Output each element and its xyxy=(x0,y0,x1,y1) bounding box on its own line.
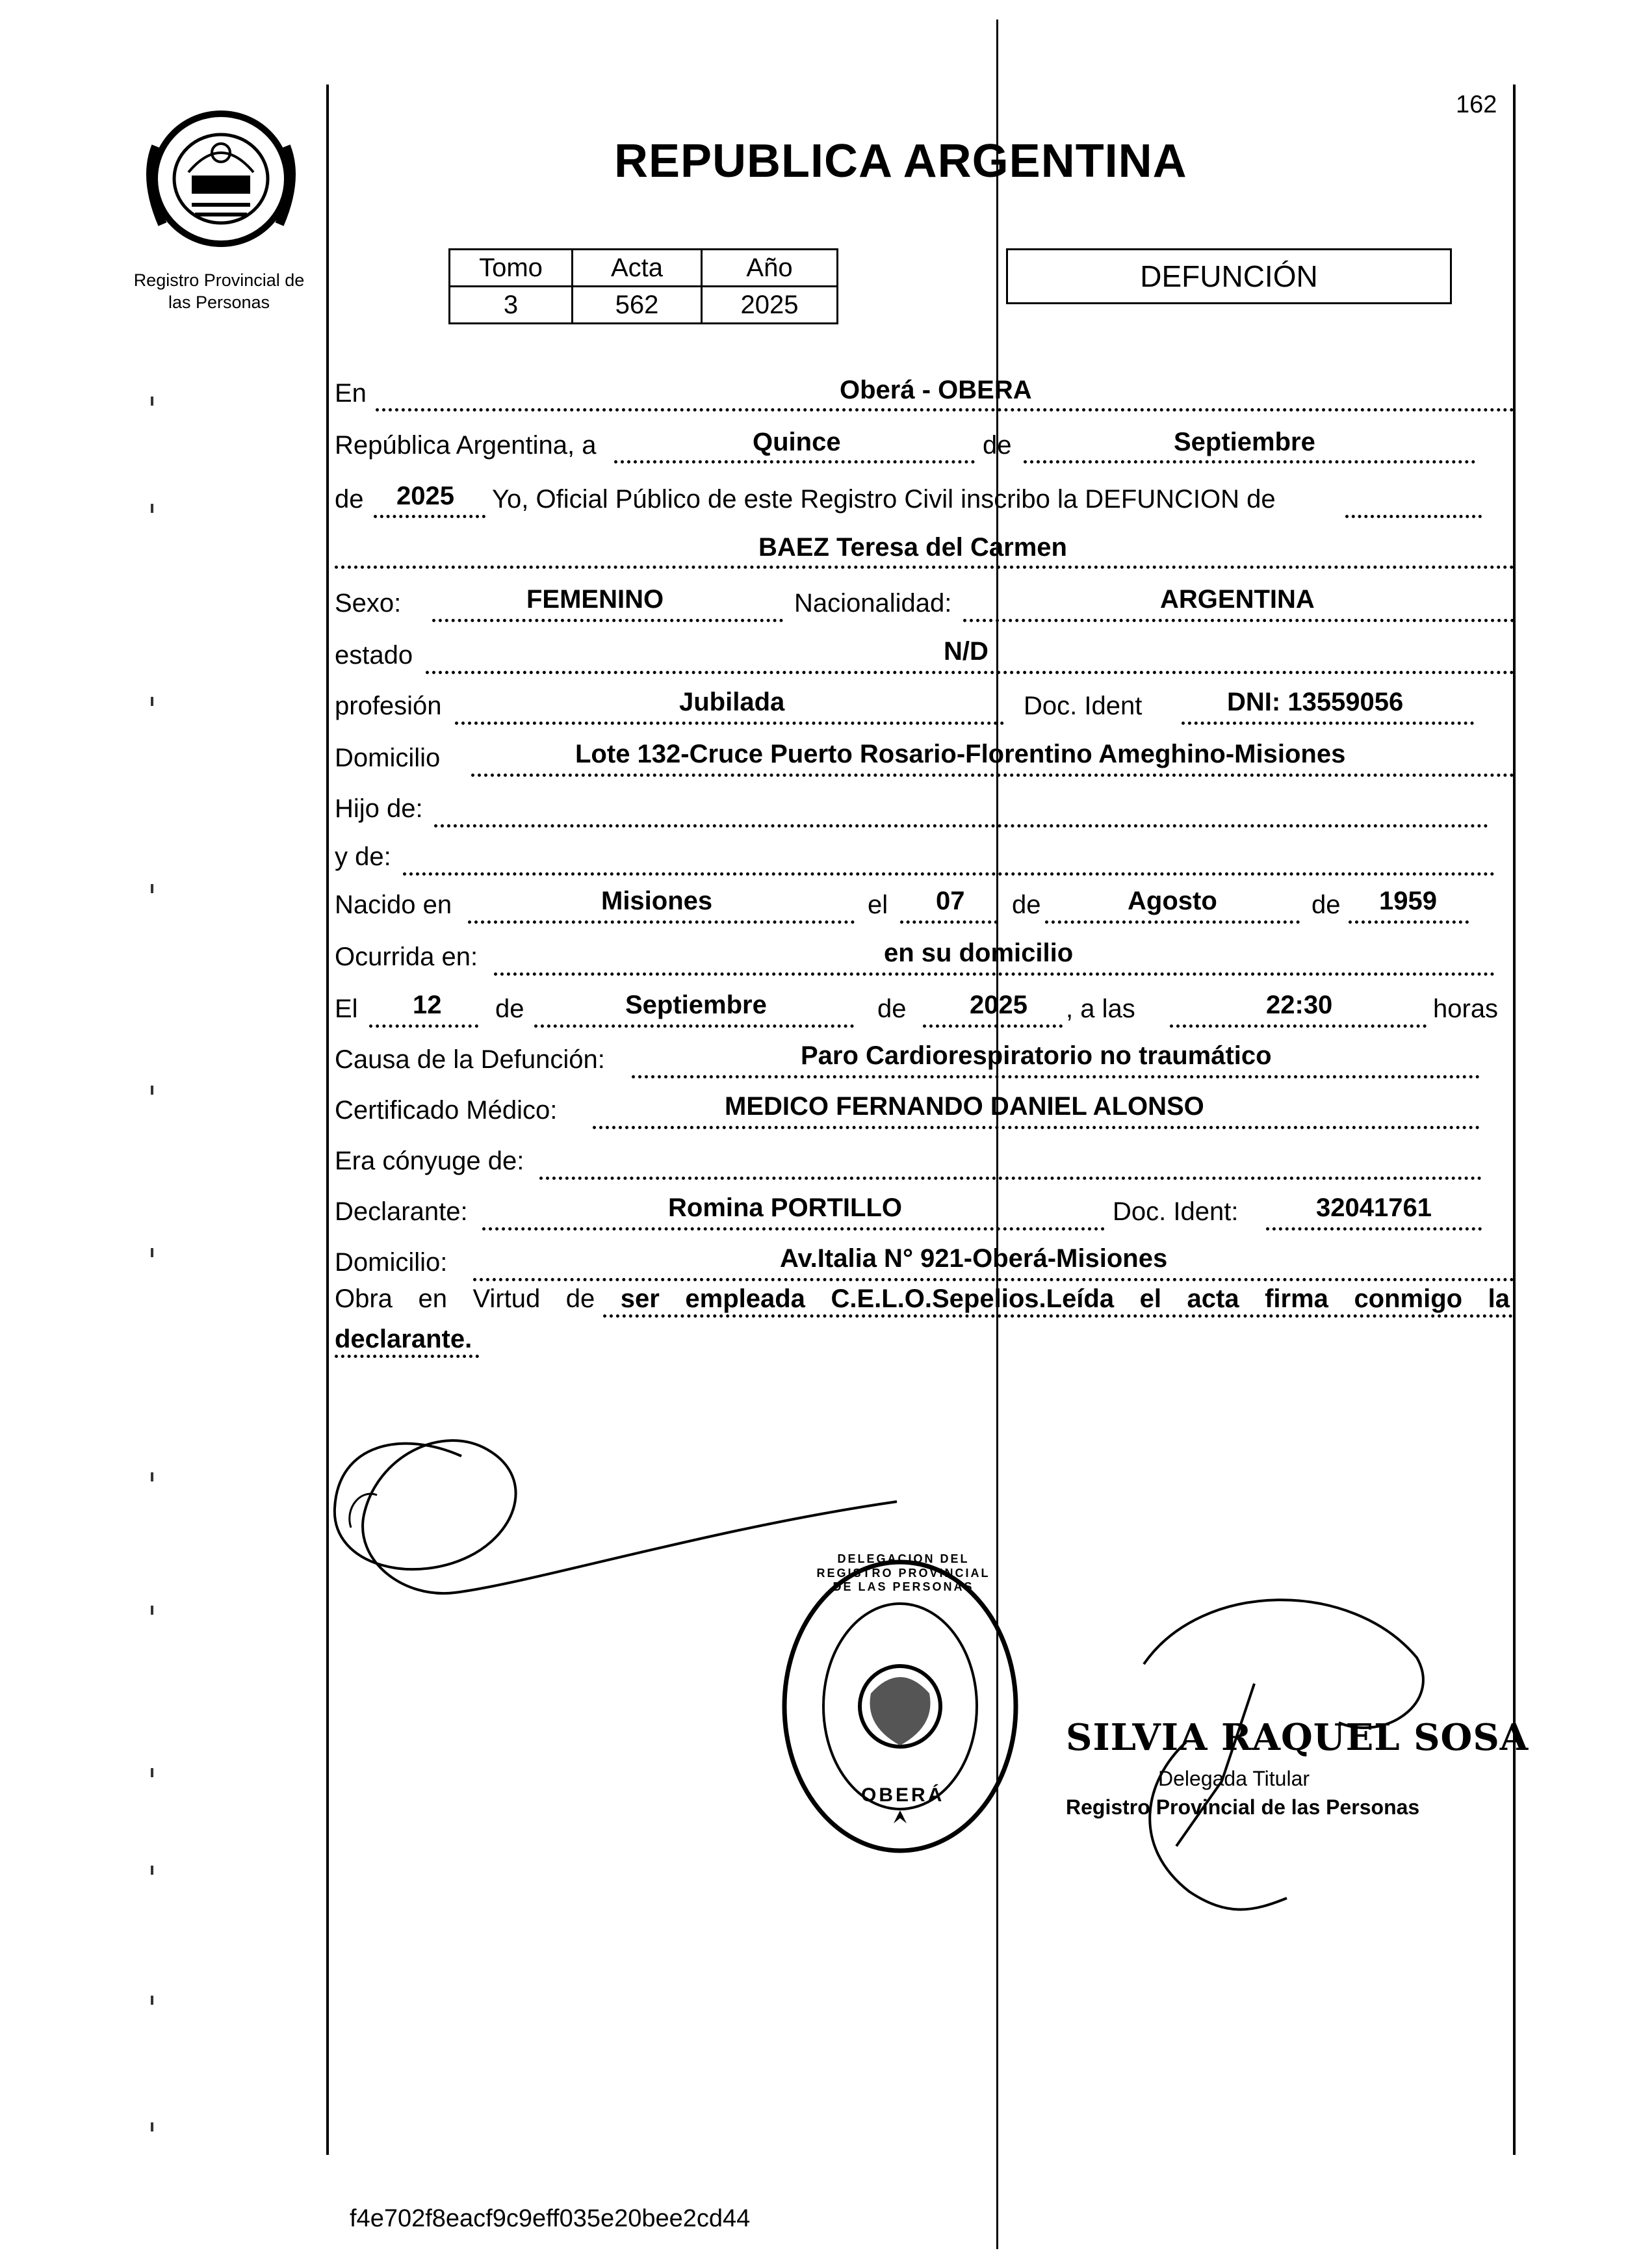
margin-tick xyxy=(151,697,153,706)
stamp-city: OBERÁ xyxy=(861,1784,945,1806)
fecha-dia-dotted-line xyxy=(369,1024,478,1028)
nacido-el-label: el xyxy=(868,891,888,919)
value-anio: 2025 xyxy=(702,287,838,324)
nacido-dia-dotted-line xyxy=(900,920,998,924)
conyuge-dotted-line xyxy=(539,1177,1482,1180)
domicilio-decl-value: Av.Italia N° 921-Oberá-Misiones xyxy=(780,1244,1168,1273)
margin-tick xyxy=(151,1996,153,2005)
anio-value: 2025 xyxy=(396,482,454,510)
fecha-hora-value: 22:30 xyxy=(1266,991,1333,1019)
fecha-a-las-label: , a las xyxy=(1066,995,1135,1023)
fecha-mes-value: Septiembre xyxy=(625,991,767,1019)
en-dotted-line xyxy=(376,408,1514,411)
nacido-anio-value: 1959 xyxy=(1379,887,1437,915)
causa-dotted-line xyxy=(632,1075,1480,1078)
domicilio-decl-dotted-line xyxy=(473,1278,1514,1281)
nacido-mes-value: Agosto xyxy=(1128,887,1217,915)
nacido-de1-label: de xyxy=(1012,891,1041,919)
fold-line xyxy=(996,20,998,2249)
page-number: 162 xyxy=(1456,91,1497,118)
certificado-label: Certificado Médico: xyxy=(335,1096,558,1125)
margin-tick xyxy=(151,1768,153,1777)
document-title: REPUBLICA ARGENTINA xyxy=(614,135,1187,187)
header-tomo: Tomo xyxy=(450,250,573,287)
doc-ident-decl-value: 32041761 xyxy=(1316,1193,1432,1222)
nacido-de2-label: de xyxy=(1311,891,1341,919)
doc-ident-value: DNI: 13559056 xyxy=(1227,688,1404,716)
en-label: En xyxy=(335,379,367,408)
doc-ident-decl-label: Doc. Ident: xyxy=(1113,1197,1239,1226)
estado-label: estado xyxy=(335,641,413,670)
republica-label: República Argentina, a xyxy=(335,431,597,460)
obra-label: Obra en Virtud de xyxy=(335,1284,595,1313)
nombre-dotted-line xyxy=(335,566,1514,569)
nacionalidad-label: Nacionalidad: xyxy=(794,589,952,618)
domicilio-value: Lote 132-Cruce Puerto Rosario-Florentino Ameghino-Misiones xyxy=(575,740,1346,768)
certificado-dotted-line xyxy=(593,1126,1480,1129)
nacido-en-label: Nacido en xyxy=(335,891,452,919)
value-tomo: 3 xyxy=(450,287,573,324)
margin-tick xyxy=(151,1086,153,1095)
causa-label: Causa de la Defunción: xyxy=(335,1045,605,1074)
sexo-dotted-line xyxy=(432,619,783,622)
margin-tick xyxy=(151,504,153,513)
fecha-anio-value: 2025 xyxy=(970,991,1027,1019)
domicilio-label: Domicilio xyxy=(335,744,441,772)
obra-dotted-line xyxy=(603,1314,1513,1318)
de-label: de xyxy=(983,431,1012,460)
document-hash: f4e702f8eacf9c9eff035e20bee2cd44 xyxy=(350,2205,751,2232)
fecha-de2-label: de xyxy=(877,995,907,1023)
nacido-lugar-value: Misiones xyxy=(601,887,713,915)
obra-value: ser empleada C.E.L.O.Sepelios.Leída el acta firma conmigo la xyxy=(620,1284,1510,1313)
value-acta: 562 xyxy=(573,287,702,324)
header-anio: Año xyxy=(702,250,838,287)
fecha-anio-dotted-line xyxy=(923,1024,1063,1028)
profesion-dotted-line xyxy=(455,722,1004,725)
mes-value: Septiembre xyxy=(1174,428,1315,456)
registry-label xyxy=(112,270,326,314)
margin-tick xyxy=(151,1248,153,1257)
header-acta: Acta xyxy=(573,250,702,287)
hijo-de-dotted-line xyxy=(434,824,1488,828)
en-value: Oberá - OBERA xyxy=(840,376,1032,404)
declarante-value: Romina PORTILLO xyxy=(668,1193,902,1222)
officer-role: Delegada Titular xyxy=(1158,1767,1310,1790)
nacido-mes-dotted-line xyxy=(1045,920,1300,924)
declarante-label: Declarante: xyxy=(335,1197,468,1226)
margin-tick xyxy=(151,1472,153,1481)
nacionalidad-value: ARGENTINA xyxy=(1160,585,1315,614)
sexo-value: FEMENINO xyxy=(526,585,664,614)
obra-dotted-line-2 xyxy=(335,1355,479,1358)
right-margin-line xyxy=(1513,85,1516,2155)
margin-tick xyxy=(151,1606,153,1615)
fecha-horas-label: horas xyxy=(1433,995,1499,1023)
doc-ident-dotted-line xyxy=(1182,722,1474,725)
ocurrida-dotted-line xyxy=(494,972,1495,976)
inscripcion-dotted-line xyxy=(1345,515,1482,518)
hijo-de-label: Hijo de: xyxy=(335,794,423,823)
fecha-de1-label: de xyxy=(495,995,524,1023)
tipo-acta-box xyxy=(1006,248,1452,304)
doc-ident-decl-dotted-line xyxy=(1266,1227,1482,1231)
mes-dotted-line xyxy=(1024,460,1475,463)
acta-table-value-row xyxy=(450,287,838,324)
acta-table-header-row xyxy=(450,250,838,287)
left-margin-line xyxy=(326,85,329,2155)
officer-name: SILVIA RAQUEL SOSA xyxy=(1066,1716,1529,1759)
profesion-label: profesión xyxy=(335,692,442,720)
dia-dotted-line xyxy=(614,460,975,463)
y-de-dotted-line xyxy=(403,872,1495,876)
conyuge-label: Era cónyuge de: xyxy=(335,1147,524,1175)
fecha-dia-value: 12 xyxy=(413,991,442,1019)
anio-dotted-line xyxy=(374,515,485,518)
doc-ident-label: Doc. Ident xyxy=(1024,692,1143,720)
nombre-value: BAEZ Teresa del Carmen xyxy=(758,533,1067,562)
obra-line xyxy=(335,1286,1510,1312)
fecha-mes-dotted-line xyxy=(534,1024,854,1028)
provincia-seal-logo xyxy=(143,107,299,254)
obra-value-line2: declarante. xyxy=(335,1325,472,1353)
certificado-value: MEDICO FERNANDO DANIEL ALONSO xyxy=(725,1092,1204,1121)
nacionalidad-dotted-line xyxy=(963,619,1514,622)
nacido-anio-dotted-line xyxy=(1349,920,1469,924)
margin-tick xyxy=(151,884,153,893)
officer-office: Registro Provincial de las Personas xyxy=(1066,1795,1420,1819)
margin-tick xyxy=(151,397,153,406)
fecha-hora-dotted-line xyxy=(1170,1024,1427,1028)
tipo-acta-label: DEFUNCIÓN xyxy=(1140,259,1318,293)
inscripcion-text: Yo, Oficial Público de este Registro Civil inscribo la DEFUNCION de xyxy=(492,485,1276,514)
ocurrida-label: Ocurrida en: xyxy=(335,943,478,971)
estado-value: N/D xyxy=(944,637,988,666)
sexo-label: Sexo: xyxy=(335,589,402,618)
domicilio-dotted-line xyxy=(471,774,1514,777)
profesion-value: Jubilada xyxy=(679,688,785,716)
fecha-el-label: El xyxy=(335,995,358,1023)
y-de-label: y de: xyxy=(335,842,391,871)
nacido-lugar-dotted-line xyxy=(468,920,855,924)
estado-dotted-line xyxy=(426,671,1514,674)
ocurrida-value: en su domicilio xyxy=(884,939,1074,967)
registry-line-1: Registro Provincial de xyxy=(133,270,305,290)
acta-table xyxy=(448,248,838,324)
anio-de-label: de xyxy=(335,485,364,514)
declarante-dotted-line xyxy=(482,1227,1105,1231)
nacido-dia-value: 07 xyxy=(936,887,965,915)
margin-tick xyxy=(151,1866,153,1875)
dia-value: Quince xyxy=(753,428,841,456)
stamp-text: DELEGACION DEL REGISTRO PROVINCIAL DE LAS PERSONAS xyxy=(816,1552,990,1594)
registry-stamp xyxy=(780,1557,1020,1856)
margin-tick xyxy=(151,2122,153,2131)
registry-line-2: las Personas xyxy=(168,292,270,312)
causa-value: Paro Cardiorespiratorio no traumático xyxy=(801,1041,1272,1070)
domicilio-decl-label: Domicilio: xyxy=(335,1248,448,1277)
